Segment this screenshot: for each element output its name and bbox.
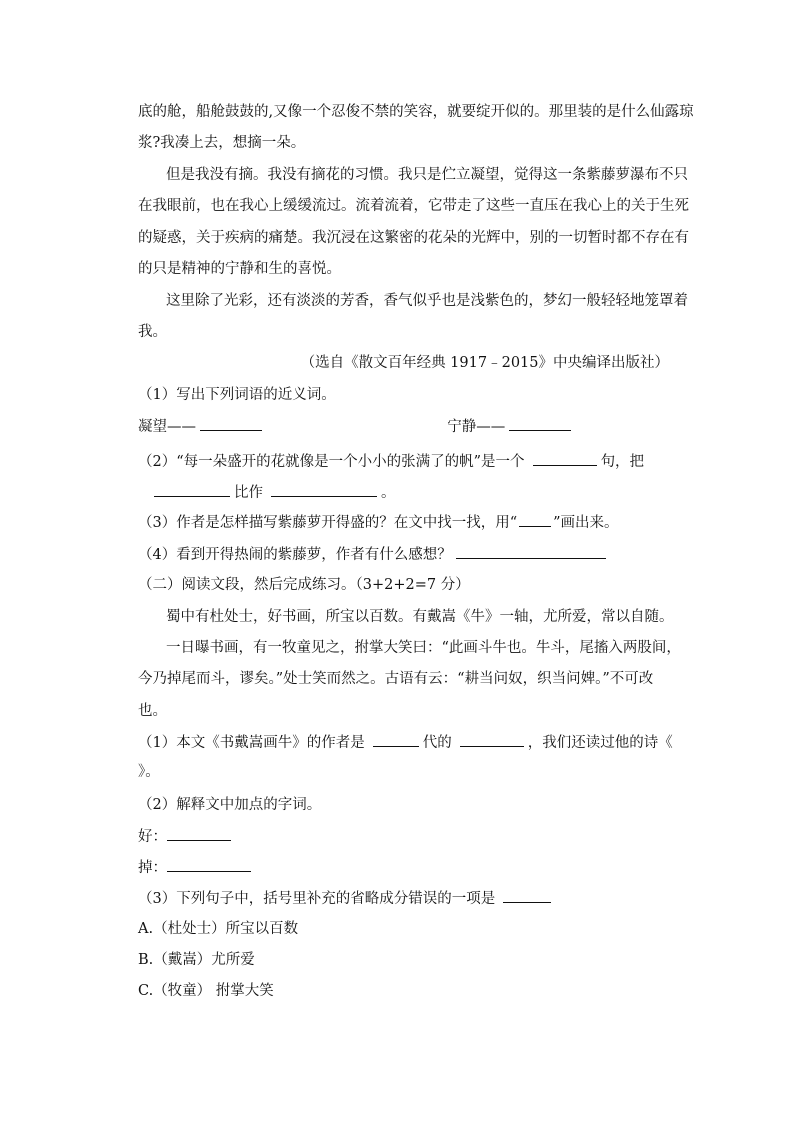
classical-text-line: 今乃掉尾而斗，谬矣。”处士笑而然之。古语有云：“耕当问奴，织当问婢。”不可改 bbox=[138, 671, 654, 687]
question-3: （3）作者是怎样描写紫藤萝开得盛的？在文中找一找，用“ ”画出来。 bbox=[138, 512, 619, 533]
answer-blank[interactable] bbox=[373, 732, 419, 747]
classical-text-line: 蜀中有杜处士，好书画，所宝以百数。有戴嵩《牛》一轴，尤所爱，常以自随。 bbox=[166, 609, 674, 625]
passage-line: 底的舱，船舱鼓鼓的,又像一个忍俊不禁的笑容，就要绽开似的。那里装的是什么仙露琼 bbox=[138, 104, 694, 120]
s2-question-1-cont: 》。 bbox=[138, 764, 160, 780]
classical-text-line: 也。 bbox=[138, 703, 167, 719]
answer-blank[interactable] bbox=[460, 732, 524, 747]
option-a: A.（杜处士）所宝以百数 bbox=[138, 921, 299, 937]
s2-question-1: （1）本文《书戴嵩画牛》的作者是 代的 ，我们还读过他的诗《 bbox=[138, 732, 673, 753]
answer-blank[interactable] bbox=[503, 888, 551, 903]
answer-blank[interactable] bbox=[200, 416, 262, 431]
question-1: （1）写出下列词语的近义词。 bbox=[138, 387, 336, 403]
answer-blank[interactable] bbox=[154, 482, 230, 497]
option-b: B.（戴嵩）尤所爱 bbox=[138, 952, 255, 968]
question-1-answers bbox=[138, 416, 575, 437]
section-2-heading: （二）阅读文段，然后完成练习。（3+2+2=7 分） bbox=[138, 577, 470, 593]
passage-line: 的只是精神的宁静和生的喜悦。 bbox=[138, 261, 341, 277]
question-2: （2）“每一朵盛开的花就像是一个小小的张满了的帆”是一个 句，把 bbox=[138, 451, 644, 472]
s2-question-2-a: 好： bbox=[138, 826, 235, 847]
answer-blank[interactable] bbox=[509, 416, 571, 431]
answer-blank[interactable] bbox=[533, 451, 597, 466]
answer-blank[interactable] bbox=[271, 482, 377, 497]
answer-blank[interactable] bbox=[167, 857, 251, 872]
s2-question-2: （2）解释文中加点的字词。 bbox=[138, 797, 322, 813]
question-4: （4）看到开得热闹的紫藤萝，作者有什么感想？ bbox=[138, 544, 610, 565]
passage-line: 这里除了光彩，还有淡淡的芳香，香气似乎也是浅紫色的，梦幻一般轻轻地笼罩着 bbox=[166, 293, 688, 309]
answer-blank[interactable] bbox=[519, 512, 551, 527]
q1-word-a: 凝望—— bbox=[138, 419, 196, 435]
passage-line: 我。 bbox=[138, 324, 167, 340]
answer-blank[interactable] bbox=[456, 544, 606, 559]
answer-blank[interactable] bbox=[167, 826, 231, 841]
s2-question-3: （3）下列句子中，括号里补充的省略成分错误的一项是 bbox=[138, 888, 555, 909]
option-c: C.（牧童） 拊掌大笑 bbox=[138, 983, 274, 999]
classical-text-line: 一日曝书画，有一牧童见之，拊掌大笑曰：“此画斗牛也。牛斗，尾搐入两股间， bbox=[166, 640, 681, 656]
passage-line: 的疑惑，关于疾病的痛楚。我沉浸在这繁密的花朵的光辉中，别的一切暂时都不存在有 bbox=[138, 230, 689, 246]
passage-line: 但是我没有摘。我没有摘花的习惯。我只是伫立凝望，觉得这一条紫藤萝瀑布不只 bbox=[166, 167, 688, 183]
passage-line: 在我眼前，也在我心上缓缓流过。流着流着，它带走了这些一直压在我心上的关于生死 bbox=[138, 198, 689, 214]
passage-line: 浆?我凑上去，想摘一朵。 bbox=[138, 135, 306, 151]
question-2-cont: 比作 。 bbox=[150, 482, 396, 503]
source-citation: （选自《散文百年经典 1917﹣2015》中央编译出版社） bbox=[300, 355, 669, 371]
q1-word-b: 宁静—— bbox=[447, 419, 506, 435]
s2-question-2-b: 掉： bbox=[138, 857, 255, 878]
